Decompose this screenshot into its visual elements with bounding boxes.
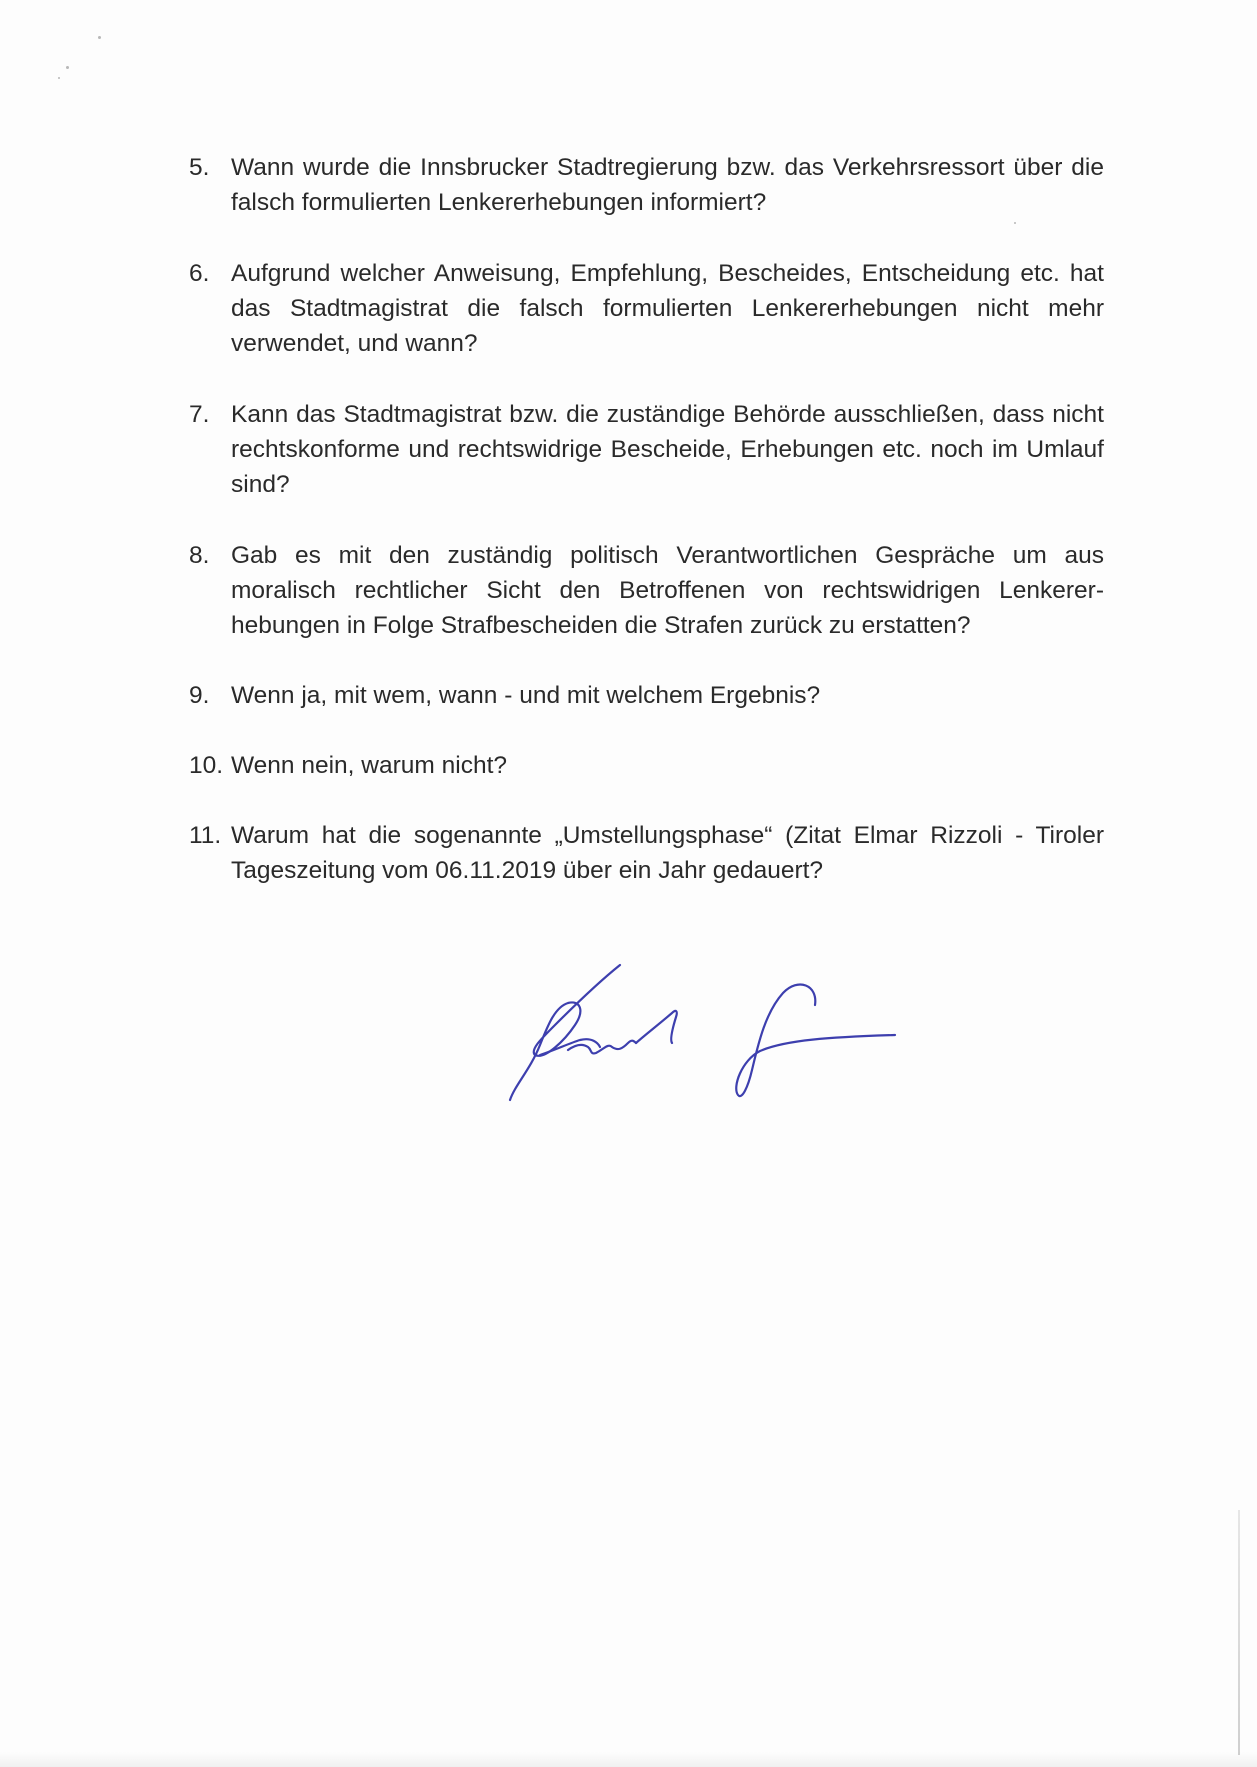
question-text: Wann wurde die Innsbrucker Stadtregierung bzw. das Verkehrsressort über die falsch formulierten Lenkererhebungen informiert? (231, 154, 1104, 216)
question-number: 6. (189, 260, 210, 287)
question-number: 9. (189, 682, 210, 709)
scan-bottom-shade (0, 1752, 1257, 1767)
question-item (189, 818, 1104, 888)
question-number: 11. (189, 822, 222, 849)
question-number: 8. (189, 542, 210, 569)
question-text: Gab es mit den zuständig politisch Verantwortlichen Gespräche um aus moralisch rechtlicher Sicht den Betroffenen von rechtswidrigen Lenkererhebungen in Folge Strafbescheiden die Strafen zurück zu erstatten? (231, 542, 1104, 639)
signature-stroke (736, 984, 895, 1096)
question-text: Warum hat die sogenannte „Umstellungsphase“ (Zitat Elmar Rizzoli - Tiroler Tageszeitung vom 06.11.2019 über ein Jahr gedauert? (231, 822, 1104, 884)
scan-speck (58, 77, 60, 79)
scan-speck (66, 66, 69, 69)
question-item (189, 256, 1104, 361)
question-text: Wenn ja, mit wem, wann - und mit welchem Ergebnis? (231, 682, 821, 709)
question-text: Aufgrund welcher Anweisung, Empfehlung, Bescheides, Entscheidung etc. hat das Stadtmagistrat die falsch formulierten Lenkererhebungen nicht mehr verwendet, und wann? (231, 260, 1104, 357)
scan-edge-line (1238, 1510, 1240, 1755)
question-item (189, 397, 1104, 502)
question-item (189, 678, 1104, 713)
handwritten-signature (500, 955, 920, 1105)
scan-speck (98, 36, 101, 39)
question-number: 5. (189, 154, 210, 181)
question-number: 7. (189, 401, 210, 428)
question-number: 10. (189, 752, 224, 779)
question-text: Wenn nein, warum nicht? (231, 752, 507, 779)
signature-stroke (636, 1011, 677, 1043)
question-item (189, 748, 1104, 783)
signature-stroke (568, 1041, 636, 1054)
question-item (189, 538, 1104, 643)
question-item (189, 150, 1104, 220)
question-list (189, 150, 1104, 888)
signature-stroke (510, 965, 620, 1100)
question-text: Kann das Stadtmagistrat bzw. die zuständige Behörde ausschließen, dass nicht rechtskonforme und rechtswidrige Bescheide, Erhebungen etc. noch im Umlauf sind? (231, 401, 1104, 498)
